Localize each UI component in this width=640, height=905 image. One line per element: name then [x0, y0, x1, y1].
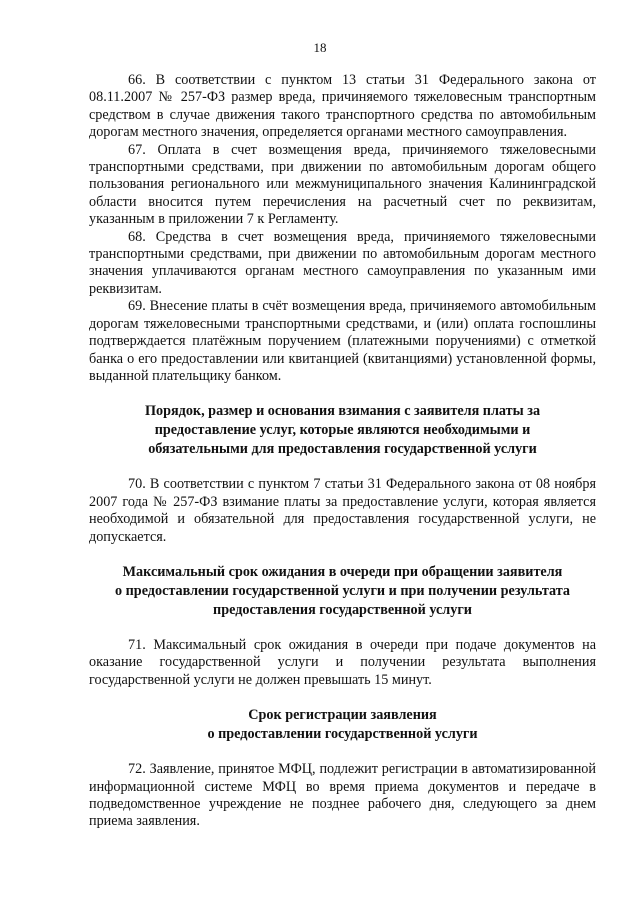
page-number: 18 — [313, 40, 327, 55]
paragraph-68: 68. Средства в счет возмещения вреда, причиняемого тяжеловесными транспортными средствами, при движении по автомобильным дорогам местного значения уплачиваются органам местного самоуправления по указанным ими реквизитам. — [89, 228, 596, 297]
heading-line: о предоставлении государственной услуги и при получении результата — [114, 582, 570, 599]
paragraph-69: 69. Внесение платы в счёт возмещения вреда, причиняемого автомобильным дорогам тяжеловесными транспортными средствами, и (или) оплата госпошлины подтверждается платёжным поручением (платежными поручениями) с отметкой банка о его предоставлении или квитанцией (квитанциями) установленной формы, выданной плательщику банком. — [89, 298, 596, 384]
section-heading-fees — [89, 402, 596, 459]
document-body — [89, 72, 596, 831]
heading-line: предоставление услуг, которые являются необходимыми и — [154, 422, 531, 439]
heading-line: о предоставлении государственной услуги — [207, 726, 478, 743]
section-heading-queue-time — [89, 563, 596, 620]
paragraph-72: 72. Заявление, принятое МФЦ, подлежит регистрации в автоматизированной информационной системе МФЦ во время приема документов и передаче в подведомственное учреждение не позднее рабочего дня, следующего за днем приема заявления. — [89, 761, 596, 830]
section-heading-registration — [89, 706, 596, 744]
paragraph-71: 71. Максимальный срок ожидания в очереди при подаче документов на оказание государственной услуги и получении результата выполнения государственной услуги не должен превышать 15 минут. — [89, 636, 596, 688]
heading-line: Срок регистрации заявления — [248, 707, 437, 724]
heading-line: предоставления государственной услуги — [213, 601, 472, 618]
paragraph-66: 66. В соответствии с пунктом 13 статьи 31 Федерального закона от 08.11.2007 № 257-ФЗ размер вреда, причиняемого тяжеловесным транспортным средством в случае движения такого транспортного средства по автомобильным дорогам местного значения, определяется органами местного самоуправления. — [89, 72, 596, 141]
heading-line: Максимальный срок ожидания в очереди при обращении заявителя — [122, 563, 563, 580]
paragraph-67: 67. Оплата в счет возмещения вреда, причиняемого тяжеловесными транспортными средствами, при движении по автомобильным дорогам общего пользования регионального или межмуниципального значения Калининградской области вносится путем перечисления на расчетный счет по реквизитам, указанным в приложении 7 к Регламенту. — [89, 141, 596, 228]
paragraph-70: 70. В соответствии с пунктом 7 статьи 31 Федерального закона от 08 ноября 2007 года № 257-ФЗ взимание платы за предоставление услуги, которая является необходимой и обязательной для предоставления государственной услуги, не допускается. — [89, 476, 596, 545]
heading-line: Порядок, размер и основания взимания с заявителя платы за — [144, 403, 541, 420]
heading-line: обязательными для предоставления государственной услуги — [148, 441, 537, 458]
